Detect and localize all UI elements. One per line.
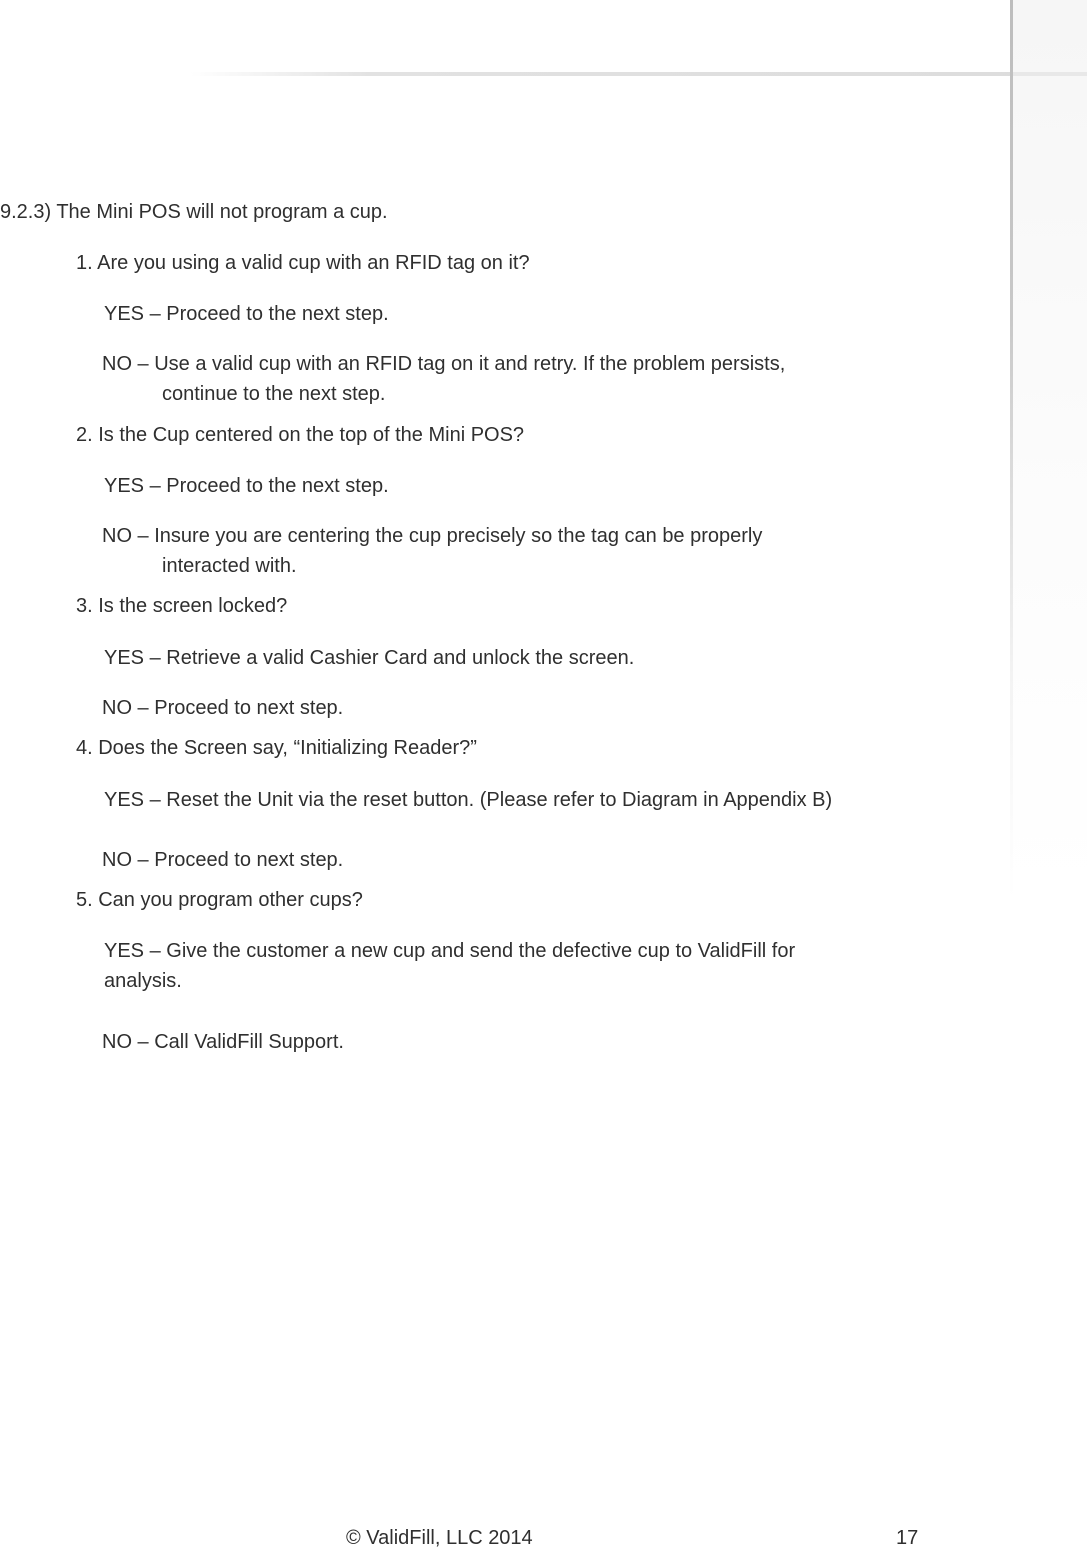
step-2-no: NO – Insure you are centering the cup precisely so the tag can be properly (102, 525, 763, 547)
step-4-question: 4. Does the Screen say, “Initializing Reader?” (76, 737, 477, 759)
step-3-question: 3. Is the screen locked? (76, 595, 288, 617)
step-1-yes: YES – Proceed to the next step. (104, 303, 389, 325)
step-4-yes: YES – Reset the Unit via the reset button. (Please refer to Diagram in Appendix B) (104, 789, 833, 811)
step-1-no: NO – Use a valid cup with an RFID tag on it and retry. If the problem persists, (102, 353, 786, 375)
step-5-no: NO – Call ValidFill Support. (102, 1031, 344, 1053)
side-margin-shade (1013, 0, 1087, 900)
step-2-no-continued: interacted with. (162, 555, 297, 577)
step-5-question: 5. Can you program other cups? (76, 889, 363, 911)
step-2-question: 2. Is the Cup centered on the top of the Mini POS? (76, 424, 525, 446)
side-rule (1010, 0, 1013, 900)
step-5-yes-continued: analysis. (104, 970, 182, 992)
step-1-no-continued: continue to the next step. (162, 383, 386, 405)
step-2-yes: YES – Proceed to the next step. (104, 475, 389, 497)
step-3-yes: YES – Retrieve a valid Cashier Card and unlock the screen. (104, 647, 635, 669)
page-number: 17 (896, 1527, 919, 1549)
step-4-no: NO – Proceed to next step. (102, 849, 344, 871)
step-1-question: 1. Are you using a valid cup with an RFID tag on it? (76, 252, 530, 274)
step-3-no: NO – Proceed to next step. (102, 697, 344, 719)
section-heading: 9.2.3) The Mini POS will not program a cup. (0, 201, 388, 223)
footer-copyright: © ValidFill, LLC 2014 (346, 1527, 533, 1549)
step-5-yes: YES – Give the customer a new cup and send the defective cup to ValidFill for (104, 940, 796, 962)
header-rule (190, 72, 1087, 76)
